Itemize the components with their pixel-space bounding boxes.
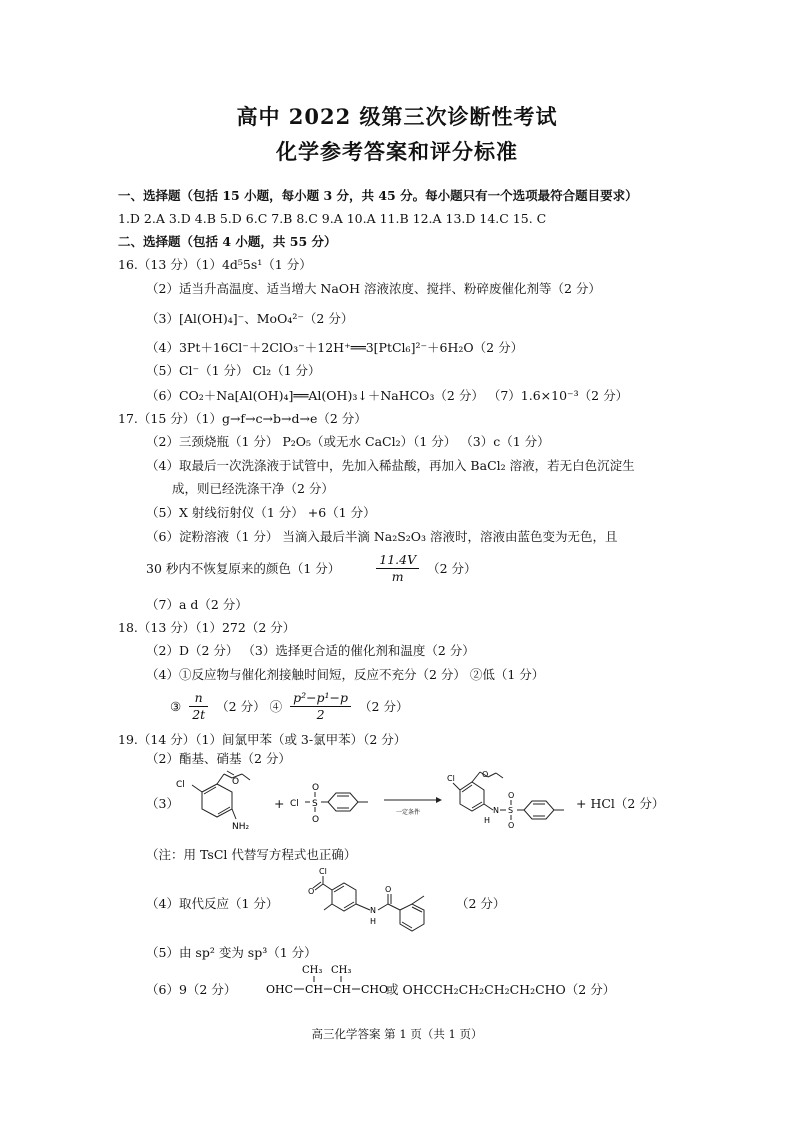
q19-line2: （2）酯基、硝基（2 分）	[146, 751, 291, 766]
p-o-text: O	[482, 770, 489, 779]
q19-4-structure	[300, 864, 450, 946]
q4-h-text: H	[370, 917, 377, 926]
q17-fraction	[376, 552, 419, 585]
p-n-text: N	[493, 806, 499, 815]
r2-s-text: S	[312, 799, 318, 809]
q17-line6: （6）淀粉溶液（1 分） 当滴入最后半滴 Na₂S₂O₃ 溶液时，溶液由蓝色变为无色，且	[146, 529, 618, 544]
p-o-bottom-text: O	[508, 821, 515, 830]
r2-o-bottom-text: O	[312, 815, 320, 825]
q16-line5: （5）Cl⁻（1 分） Cl₂（1 分）	[146, 363, 321, 378]
reactant1-structure	[172, 772, 285, 832]
q19-line4-label: （4）取代反应（1 分）	[146, 896, 279, 911]
reaction-plus: +	[274, 796, 285, 811]
q16-line6: （6）CO₂＋Na[Al(OH)₄]══Al(OH)₃↓＋NaHCO₃（2 分） （7）1.6×10⁻³（2 分）	[146, 388, 629, 403]
q19-6-structure	[264, 962, 389, 1000]
q16-line3: （3）[Al(OH)₄]⁻、MoO₄²⁻（2 分）	[146, 311, 354, 326]
q19-line6-tail: 或 OHCCH₂CH₂CH₂CH₂CHO（2 分）	[386, 982, 616, 997]
q17-line2: （2）三颈烧瓶（1 分） P₂O₅（或无水 CaCl₂）（1 分） （3）c（1 分）	[146, 434, 550, 449]
r1-o-text: O	[232, 777, 240, 787]
p-s-text: S	[508, 806, 514, 815]
q18-fraction2	[290, 690, 351, 723]
q18-line3: （4）①反应物与催化剂接触时间短，反应不充分（2 分） ②低（1 分）	[146, 667, 545, 682]
q6-ch3-2-text: CH₃	[331, 965, 352, 976]
q4-cl-text: Cl	[319, 867, 327, 876]
q18-item4-marker: （2 分） ④	[216, 698, 283, 714]
q19-line5: （5）由 sp² 变为 sp³（1 分）	[146, 945, 317, 960]
q18-fraction1	[189, 690, 208, 723]
q6-cho-text: CHO	[361, 983, 389, 996]
r2-o-top-text: O	[312, 783, 320, 793]
q17-line7-score: （2 分）	[427, 560, 477, 576]
q18-line4	[170, 690, 408, 723]
section1-answers: 1.D 2.A 3.D 4.B 5.D 6.C 7.B 8.C 9.A 10.A 11.B 12.A 13.D 14.C 15. C	[118, 211, 547, 226]
q4-n-text: N	[370, 906, 376, 915]
q18-line2: （2）D（2 分） （3）选择更合适的催化剂和温度（2 分）	[146, 643, 475, 658]
q17-line3: （4）取最后一次洗涤液于试管中，先加入稀盐酸，再加入 BaCl₂ 溶液，若无白色沉淀生	[146, 458, 635, 473]
p-o-top-text: O	[508, 791, 515, 800]
reaction-arrow	[382, 788, 442, 818]
p-cl-text: Cl	[447, 774, 455, 783]
q18-line4-score: （2 分）	[359, 698, 409, 714]
page-footer: 高三化学答案 第 1 页（共 1 页）	[311, 1027, 483, 1041]
q17-line7	[146, 552, 477, 585]
q17-line7-text: 30 秒内不恢复原来的颜色（1 分）	[146, 560, 341, 576]
q18-frac1-den: 2t	[192, 707, 206, 722]
q19-line6-label: （6）9（2 分）	[146, 982, 237, 997]
q18-frac2-den: 2	[316, 707, 325, 722]
q6-ohc-text: OHC	[266, 983, 294, 996]
q6-ch3-1-text: CH₃	[302, 965, 323, 976]
r1-nh2-text: NH₂	[232, 822, 250, 832]
q17-line4: 成，则已经洗涤干净（2 分）	[172, 481, 334, 496]
arrow-condition: 一定条件	[396, 809, 421, 816]
answer-subtitle: 化学参考答案和评分标准	[276, 139, 518, 164]
section2-heading: 二、选择题（包括 4 小题，共 55 分）	[118, 234, 337, 249]
reactant2-structure	[288, 778, 383, 828]
q17-frac-den: m	[391, 569, 404, 584]
q19-line3-tail: + HCl（2 分）	[576, 796, 665, 811]
q17-line1: 17.（15 分）（1）g→f→c→b→d→e（2 分）	[118, 411, 367, 426]
q18-frac1-num: n	[189, 690, 208, 707]
r1-cl-text: Cl	[176, 780, 185, 790]
q19-line3-label: （3）	[146, 796, 179, 811]
q16-line1: 16.（13 分）（1）4d⁵5s¹（1 分）	[118, 257, 312, 272]
q4-o-left-text: O	[308, 887, 315, 896]
q17-line8: （7）a d（2 分）	[146, 597, 248, 612]
q6-ch2-text: CH	[333, 983, 352, 996]
q6-ch1-text: CH	[305, 983, 324, 996]
q17-frac-num: 11.4V	[376, 552, 419, 569]
product-structure	[448, 768, 578, 840]
r2-cl-text: Cl	[290, 799, 299, 809]
q4-o-right-text: O	[385, 885, 392, 894]
q16-line2: （2）适当升高温度、适当增大 NaOH 溶液浓度、搅拌、粉碎废催化剂等（2 分）	[146, 281, 601, 296]
p-h-text: H	[484, 816, 491, 825]
q19-line1: 19.（14 分）（1）间氯甲苯（或 3-氯甲苯）（2 分）	[118, 732, 407, 747]
q18-line1: 18.（13 分）（1）272（2 分）	[118, 620, 296, 635]
section1-heading: 一、选择题（包括 15 小题，每小题 3 分，共 45 分。每小题只有一个选项最符合题目要求）	[118, 188, 638, 203]
q18-item3-marker: ③	[170, 698, 182, 714]
q18-frac2-num: p²−p¹−p	[290, 690, 351, 707]
q16-line4: （4）3Pt＋16Cl⁻＋2ClO₃⁻＋12H⁺══3[PtCl₆]²⁻＋6H₂O（2 分）	[146, 340, 524, 355]
exam-title: 高中 2022 级第三次诊断性考试	[236, 104, 558, 129]
q17-line5: （5）X 射线衍射仪（1 分） +6（1 分）	[146, 505, 376, 520]
q19-note: （注：用 TsCl 代替写方程式也正确）	[146, 847, 357, 862]
q19-line4-tail: （2 分）	[456, 896, 506, 911]
